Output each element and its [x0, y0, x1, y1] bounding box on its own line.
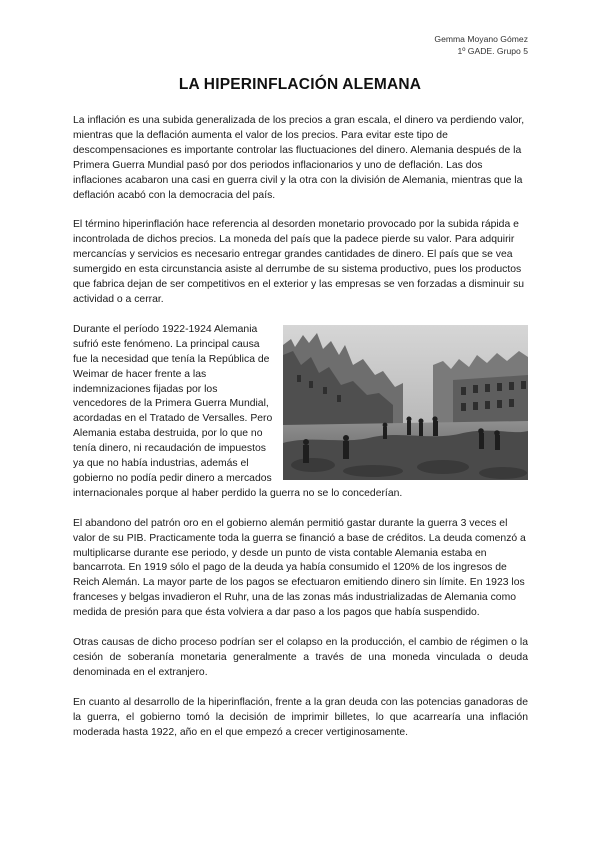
author-name: Gemma Moyano Gómez [434, 34, 528, 44]
paragraph-5: Otras causas de dicho proceso podrían ser el colapso en la producción, el cambio de régimen o la cesión de soberanía monetaria generalmente a través de una moneda vinculada o deuda denominada en el extranjero. [73, 637, 528, 678]
paragraph-4: El abandono del patrón oro en el gobierno alemán permitió gastar durante la guerra 3 veces el valor de su PIB. Practicamente toda la guerra se financió a base de créditos. La deuda comenzó a multiplicarse durante ese periodo, y desde un punto de vista contable Alemania estaba en bancarrota. En 1919 sólo el pago de la deuda ya había consumido el 120% de los ingresos de Reich Alemán. La mayor parte de los pagos se efectuaron emitiendo dinero sin límite. En 1923 los franceses y belgas invadieron el Ruhr, una de las zonas más industrializadas de Alemania como medida de presión para que ésta volviera a dar paso a los pagos que había suspendido. [73, 517, 526, 619]
paragraph-6: En cuanto al desarrollo de la hiperinflación, frente a la gran deuda con las potencias ganadoras de la guerra, el gobierno tomó la decisión de imprimir billetes, lo que acarrearía una inflación moderada hasta 1922, año en el que empezó a crecer vertiginosamente. [73, 696, 528, 738]
course-group: 1º GADE. Grupo 5 [457, 46, 528, 56]
paragraph-2: El término hiperinflación hace referencia al desorden monetario provocado por la subida rápida e incontrolada de dichos precios. La moneda del país que la padece pierde su valor. Para adquirir mercancías y servicios es necesario entregar grandes cantidades de dinero. El país que se vea sumergido en esta circunstancia asiste al derrumbe de su sistema productivo, pues los productos que fabrica dejan de ser competitivos en el exterior y las empresas se ven forzadas a disminuir su actividad o a cerrar. [73, 219, 525, 305]
paragraph-3: Durante el período 1922-1924 Alemania sufrió este fenómeno. La principal causa fue la necesidad que tenía la República de Weimar de hacer frente a las indemnizaciones fijadas por los vencedores de la Primera Guerra Mundial, acordadas en el Tratado de Versalles. Pero Alemania estaba destruida, por lo que no tenía dinero, ni recaudación de impuestos ya que no había industrias, además el gobierno no podía pedir dinero a mercados internacionales porque al haber perdido la guerra no se lo concederían. [73, 323, 403, 499]
page-title: LA HIPERINFLACIÓN ALEMANA [178, 76, 422, 93]
document-header [434, 33, 528, 57]
ruined-city-photo [283, 325, 528, 480]
document-body [73, 114, 528, 756]
paragraph-1: La inflación es una subida generalizada de los precios a gran escala, el dinero va perdiendo valor, mientras que la deflación aumenta el valor de los precios. Para evitar este tipo de descompensaciones es importante controlar las fluctuaciones del dinero. Alemania después de la Primera Guerra Mundial pasó por dos periodos inflacionarios y uno de deflación. Las dos inflaciones acabaron una casi en guerra civil y la otra con la división de Alemania, mientras que la deflación acabó con la democracia del país. [73, 115, 525, 201]
